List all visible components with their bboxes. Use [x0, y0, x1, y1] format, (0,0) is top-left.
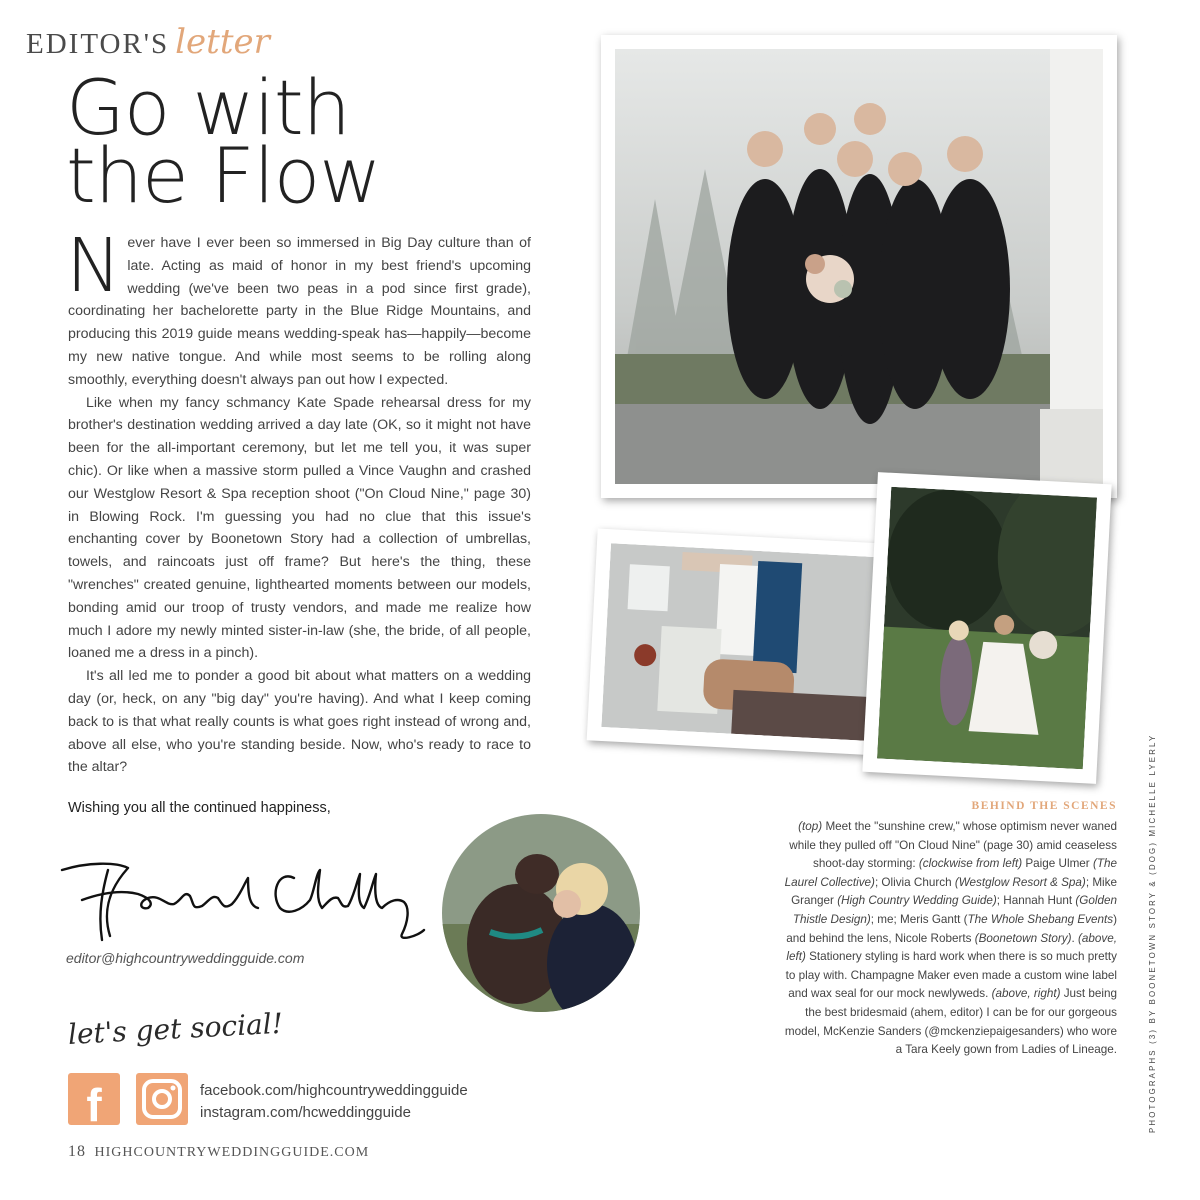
caption-seg1-label: (top)	[798, 820, 823, 833]
editor-avatar-image	[442, 814, 640, 1012]
kicker-label: EDITOR'S	[26, 28, 170, 60]
caption-heading: BEHIND THE SCENES	[971, 800, 1117, 812]
paragraph-3: It's all led me to ponder a good bit about what matters on a wedding day (or, heck, on any "big day" you're having). And what I keep coming back to is that what really counts is what goes right instead of wrong and, above all else, who you're standing beside. Now, who's ready to race to the altar?	[68, 668, 531, 776]
caption-seg9-text: Stationery styling is hard work when there is so much pretty to play with. Champagne Maker even made a custom wine label and wax seal for our mock newlyweds.	[785, 950, 1117, 1001]
editor-email[interactable]: editor@highcountryweddingguide.com	[66, 950, 305, 966]
bridesmaid-photo	[862, 472, 1111, 784]
caption-seg7-text: ) and behind the lens, Nicole Roberts	[786, 912, 1117, 945]
caption-seg5-label: (High Country Wedding Guide)	[837, 894, 997, 908]
page-title	[66, 63, 381, 220]
instagram-icon[interactable]	[136, 1073, 188, 1125]
signature-graphic	[58, 848, 428, 948]
caption-seg7-label: The Whole Shebang Events	[967, 912, 1114, 926]
drop-cap: N	[66, 223, 122, 309]
caption-seg8-label: (Boonetown Story)	[974, 931, 1072, 945]
photo-caption	[780, 818, 1117, 1060]
caption-seg5-text: ; Hannah Hunt	[996, 894, 1076, 908]
caption-seg10-text: Just being the best bridesmaid (ahem, editor) I can be for our gorgeous model, McKenzie Sanders (@mckenziepaigesanders) who wore a Tara Keely gown from Ladies of Lineage.	[784, 987, 1117, 1057]
section-kicker	[26, 22, 270, 62]
signoff: Wishing you all the continued happiness,	[68, 800, 331, 816]
facebook-icon[interactable]	[68, 1073, 120, 1125]
instagram-link[interactable]: instagram.com/hcweddingguide	[200, 1104, 411, 1121]
folio-site: HIGHCOUNTRYWEDDINGGUIDE.COM	[94, 1145, 370, 1160]
paragraph-1-text: ever have I ever been so immersed in Big Day culture than of late. Acting as maid of honor in my best friend's upcoming wedding (we've been two peas in a pod since first grade), coordinating her bachelorette party in the Blue Ridge Mountains, and producing this 2019 guide means wedding-speak has—happily—become my new native tongue. And while most seems to be rolling along smoothly, everything doesn't always pan out how I expected.	[68, 235, 531, 388]
paragraph-2: Like when my fancy schmancy Kate Spade rehearsal dress for my brother's destination wedding arrived a day late (OK, so it might not have been for the all-important ceremony, but let me tell you, it was super chic). Or like when a massive storm pulled a Vince Vaughn and crashed our Westglow Resort & Spa reception shoot ("On Cloud Nine," page 30) in Blowing Rock. I'm guessing you had no clue that this issue's enchanting cover by Boonetown Story had a collection of umbrellas, towels, and raincoats just off frame? But here's the thing, these "wrenches" created genuine, lighthearted moments between our models, bonding amid our troop of trusty vendors, and made me realize how much I adore my newly minted sister-in-law (she, the bride, of all people, loaned me a dress in a pinch).	[68, 394, 531, 662]
stationery-photo-image	[601, 543, 874, 741]
caption-seg4-label: (Westglow Resort & Spa)	[954, 875, 1086, 889]
social-heading: let's get social!	[67, 1006, 284, 1051]
kicker-script: letter	[175, 22, 270, 62]
group-photo	[601, 35, 1117, 498]
page-number: 18	[68, 1143, 86, 1160]
caption-seg6-text: ; me; Meris Gantt (	[870, 912, 968, 926]
photo-credit: PHOTOGRAPHS (3) BY BOONETOWN STORY & (DOG) MICHELLE LYERLY	[1148, 733, 1157, 1133]
social-links	[200, 1080, 468, 1124]
stationery-photo	[587, 529, 890, 756]
caption-seg3-text: ; Olivia Church	[874, 875, 955, 889]
caption-seg1-text: Meet the "sunshine crew," whose optimism never waned while they pulled off "On Cloud Nine" (page 30) amid ceaseless shoot-day storming:	[789, 820, 1117, 871]
paragraph-1	[66, 223, 531, 392]
facebook-link[interactable]: facebook.com/highcountryweddingguide	[200, 1082, 468, 1099]
signature	[58, 848, 428, 948]
title-line-1: Go with	[66, 63, 350, 152]
caption-seg6-label: (Golden Thistle Design)	[792, 894, 1117, 926]
editor-avatar	[442, 814, 640, 1012]
svg-text:f: f	[86, 1079, 102, 1125]
caption-seg2-label: (clockwise from left)	[918, 857, 1023, 871]
caption-seg9-label: (above, left)	[786, 931, 1117, 964]
folio	[68, 1143, 369, 1161]
group-photo-image	[615, 49, 1103, 484]
title-line-2: the Flow	[66, 131, 381, 220]
caption-seg4-text: ; Mike Granger	[791, 875, 1117, 908]
bridesmaid-photo-image	[877, 487, 1097, 769]
caption-seg2-text: Paige Ulmer	[1022, 857, 1093, 871]
article-body	[66, 223, 531, 779]
caption-seg3-label: (The Laurel Collective)	[784, 857, 1117, 889]
caption-seg8-text: .	[1071, 931, 1079, 945]
caption-seg10-label: (above, right)	[991, 987, 1061, 1001]
